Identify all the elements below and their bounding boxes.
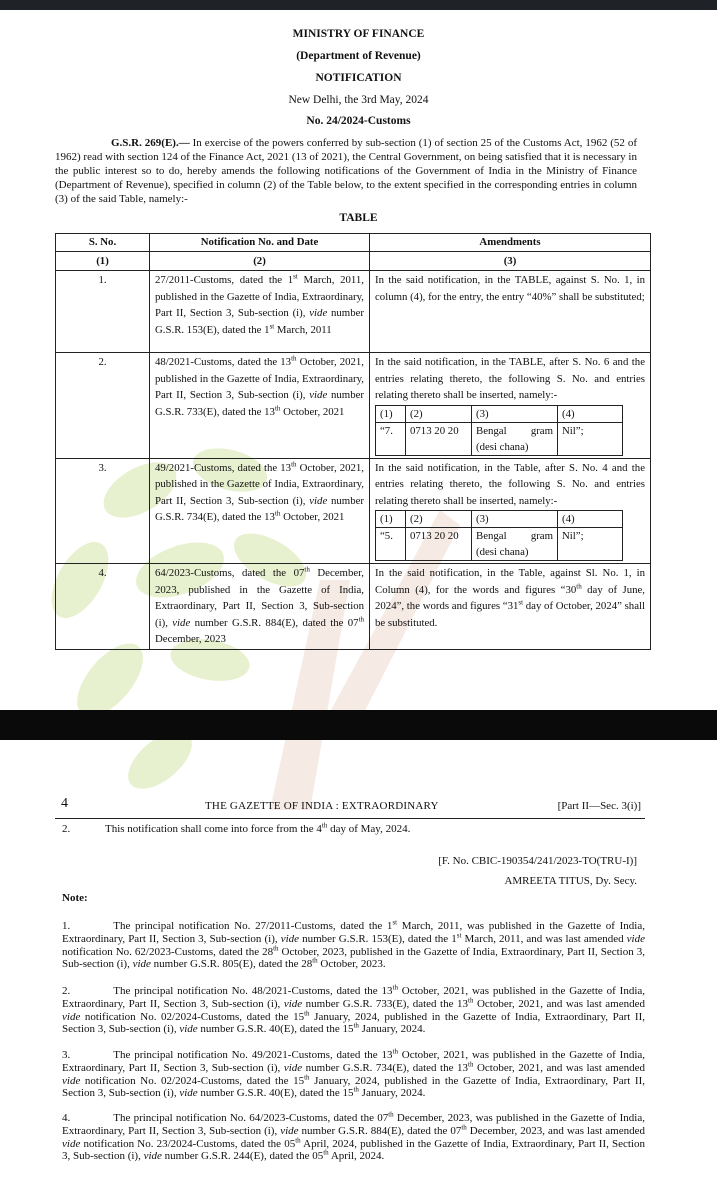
- col-number-2: (2): [150, 251, 370, 271]
- top-bar: [0, 0, 717, 10]
- inner-rate: Nil”;: [558, 528, 623, 561]
- page-two: [0, 740, 717, 1200]
- file-number: [F. No. CBIC-190354/241/2023-TO(TRU-I)]: [438, 855, 637, 867]
- row-sno: 1.: [56, 271, 150, 353]
- header-amendments: Amendments: [370, 234, 651, 252]
- row-sno: 2.: [56, 353, 150, 459]
- inner-col-2: (2): [406, 511, 472, 528]
- para2-number: 2.: [62, 823, 71, 835]
- preamble-text: In exercise of the powers conferred by sub-section (1) of section 25 of the Customs Act, 1962 (52 of 1962) read with section 124 of the Finance Act, 2021 (13 of 2021), the Central Government, on being satisfied that it is necessary in the public interest so to do, hereby amends the following notifications of the Government of India in the Ministry of Finance (Department of Revenue), specified in column (2) of the Table below, to the extent specified in the corresponding entries in column (3) of the said Table, namely:-: [55, 137, 637, 205]
- row-amendment: [370, 353, 651, 459]
- row-amendment: In the said notification, in the Table, against Sl. No. 1, in Column (4), for the words and figures “30th day of June, 2024”, the words and figures “31st day of October, 2024” shall be substituted.: [370, 564, 651, 650]
- table-header-row: [56, 234, 651, 252]
- inner-col-3: (3): [472, 405, 558, 422]
- header-rule: [55, 818, 645, 819]
- row-amendment: In the said notification, in the TABLE, against S. No. 1, in column (4), for the entry, the entry “40%” shall be substituted;: [370, 271, 651, 353]
- row-notification: 27/2011-Customs, dated the 1st March, 2011, published in the Gazette of India, Extraordinary, Part II, Section 3, Sub-section (i), vide number G.S.R. 153(E), dated the 1st March, 2011: [150, 271, 370, 353]
- gsr-number: G.S.R. 269(E).—: [111, 137, 190, 149]
- row-notification: 64/2023-Customs, dated the 07th December, 2023, published in the Gazette of India, Extraordinary, Part II, Section 3, Sub-section (i), vide number G.S.R. 884(E), dated the 07th December, 2023: [150, 564, 370, 650]
- inner-col-4: (4): [558, 511, 623, 528]
- department-heading: (Department of Revenue): [296, 50, 421, 62]
- note-item-1: 1. The principal notification No. 27/2011-Customs, dated the 1st March, 2011, was published in the Gazette of India, Extraordinary, Part II, Section 3, Sub-section (i), vide number G.S.R. 153(E), dated the 1st March, 2011, and was last amended vide notification No. 62/2023-Customs, dated the 28th October, 2023, published in the Gazette of India, Extraordinary, Part II, Section 3, Sub-section (i), vide number G.S.R. 805(E), dated the 28th October, 2023.: [62, 918, 645, 971]
- row-sno: 3.: [56, 458, 150, 564]
- note-item-2: 2. The principal notification No. 48/2021-Customs, dated the 13th October, 2021, was published in the Gazette of India, Extraordinary, Part II, Section 3, Sub-section (i), vide number G.S.R. 733(E), dated the 13th October, 2021, and was last amended vide notification No. 02/2024-Customs, dated the 15th January, 2024, published in the Gazette of India, Extraordinary, Part II, Section 3, Sub-section (i), vide number G.S.R. 40(E), dated the 15th January, 2024.: [62, 983, 646, 1036]
- header-sno: S. No.: [56, 234, 150, 252]
- table-row: [56, 564, 651, 650]
- row-notification: 48/2021-Customs, dated the 13th October, 2021, published in the Gazette of India, Extraordinary, Part II, Section 3, Sub-section (i), vide number G.S.R. 733(E), dated the 13th October, 2021: [150, 353, 370, 459]
- page-one: [0, 10, 717, 710]
- inner-rate: Nil”;: [558, 422, 623, 455]
- col-number-1: (1): [56, 251, 150, 271]
- inner-description: Bengal gram (desi chana): [472, 422, 558, 455]
- inner-tariff: 0713 20 20: [406, 422, 472, 455]
- inserted-entry-table: [375, 405, 623, 456]
- header-notification: Notification No. and Date: [150, 234, 370, 252]
- row-notification: 49/2021-Customs, dated the 13th October, 2021, published in the Gazette of India, Extraordinary, Part II, Section 3, Sub-section (i), vide number G.S.R. 734(E), dated the 13th October, 2021: [150, 458, 370, 564]
- preamble-paragraph: [55, 136, 637, 206]
- note-item-3: 3. The principal notification No. 49/2021-Customs, dated the 13th October, 2021, was published in the Gazette of India, Extraordinary, Part II, Section 3, Sub-section (i), vide number G.S.R. 734(E), dated the 13th October, 2021, and was last amended vide notification No. 02/2024-Customs, dated the 15th January, 2024, published in the Gazette of India, Extraordinary, Part II, Section 3, Sub-section (i), vide number G.S.R. 40(E), dated the 15th January, 2024.: [62, 1047, 646, 1100]
- page-number: 4: [61, 796, 68, 811]
- para2-text: This notification shall come into force from the 4th day of May, 2024.: [105, 821, 411, 835]
- inner-description: Bengal gram (desi chana): [472, 528, 558, 561]
- note-item-4: 4. The principal notification No. 64/2023-Customs, dated the 07th December, 2023, was published in the Gazette of India, Extraordinary, Part II, Section 3, Sub-section (i), vide number G.S.R. 884(E), dated the 07th December, 2023, and was last amended vide notification No. 23/2024-Customs, dated the 05th April, 2024, published in the Gazette of India, Extraordinary, Part II, Section 3, Sub-section (i), vide number G.S.R. 244(E), dated the 05th April, 2024.: [62, 1110, 645, 1163]
- amendment-text: In the said notification, in the TABLE, after S. No. 6 and the entries relating thereto, the following S. No. and entries relating thereto shall be inserted, namely:-: [375, 356, 645, 401]
- notification-number: No. 24/2024-Customs: [306, 115, 411, 127]
- inner-col-1: (1): [376, 511, 406, 528]
- row-sno: 4.: [56, 564, 150, 650]
- inner-tariff: 0713 20 20: [406, 528, 472, 561]
- table-row: [56, 458, 651, 564]
- amendments-table: [55, 233, 651, 650]
- note-heading: Note:: [62, 892, 88, 904]
- place-date: New Delhi, the 3rd May, 2024: [288, 94, 429, 106]
- table-row: [56, 353, 651, 459]
- inserted-entry-table: [375, 510, 623, 561]
- inner-sno: “7.: [376, 422, 406, 455]
- signatory: AMREETA TITUS, Dy. Secy.: [504, 875, 637, 887]
- inner-col-3: (3): [472, 511, 558, 528]
- table-caption: TABLE: [339, 212, 378, 224]
- notification-heading: NOTIFICATION: [315, 72, 402, 84]
- gazette-title: THE GAZETTE OF INDIA : EXTRAORDINARY: [205, 800, 439, 812]
- inner-col-2: (2): [406, 405, 472, 422]
- gazette-part: [Part II—Sec. 3(i)]: [557, 800, 641, 812]
- column-number-row: [56, 251, 651, 271]
- col-number-3: (3): [370, 251, 651, 271]
- inner-col-4: (4): [558, 405, 623, 422]
- table-row: [56, 271, 651, 353]
- inner-col-1: (1): [376, 405, 406, 422]
- inner-sno: “5.: [376, 528, 406, 561]
- amendment-text: In the said notification, in the Table, after S. No. 4 and the entries relating thereto, the following S. No. and entries relating thereto shall be inserted, namely:-: [375, 461, 645, 507]
- ministry-heading: MINISTRY OF FINANCE: [292, 28, 425, 40]
- page-divider: [0, 710, 717, 740]
- row-amendment: [370, 458, 651, 564]
